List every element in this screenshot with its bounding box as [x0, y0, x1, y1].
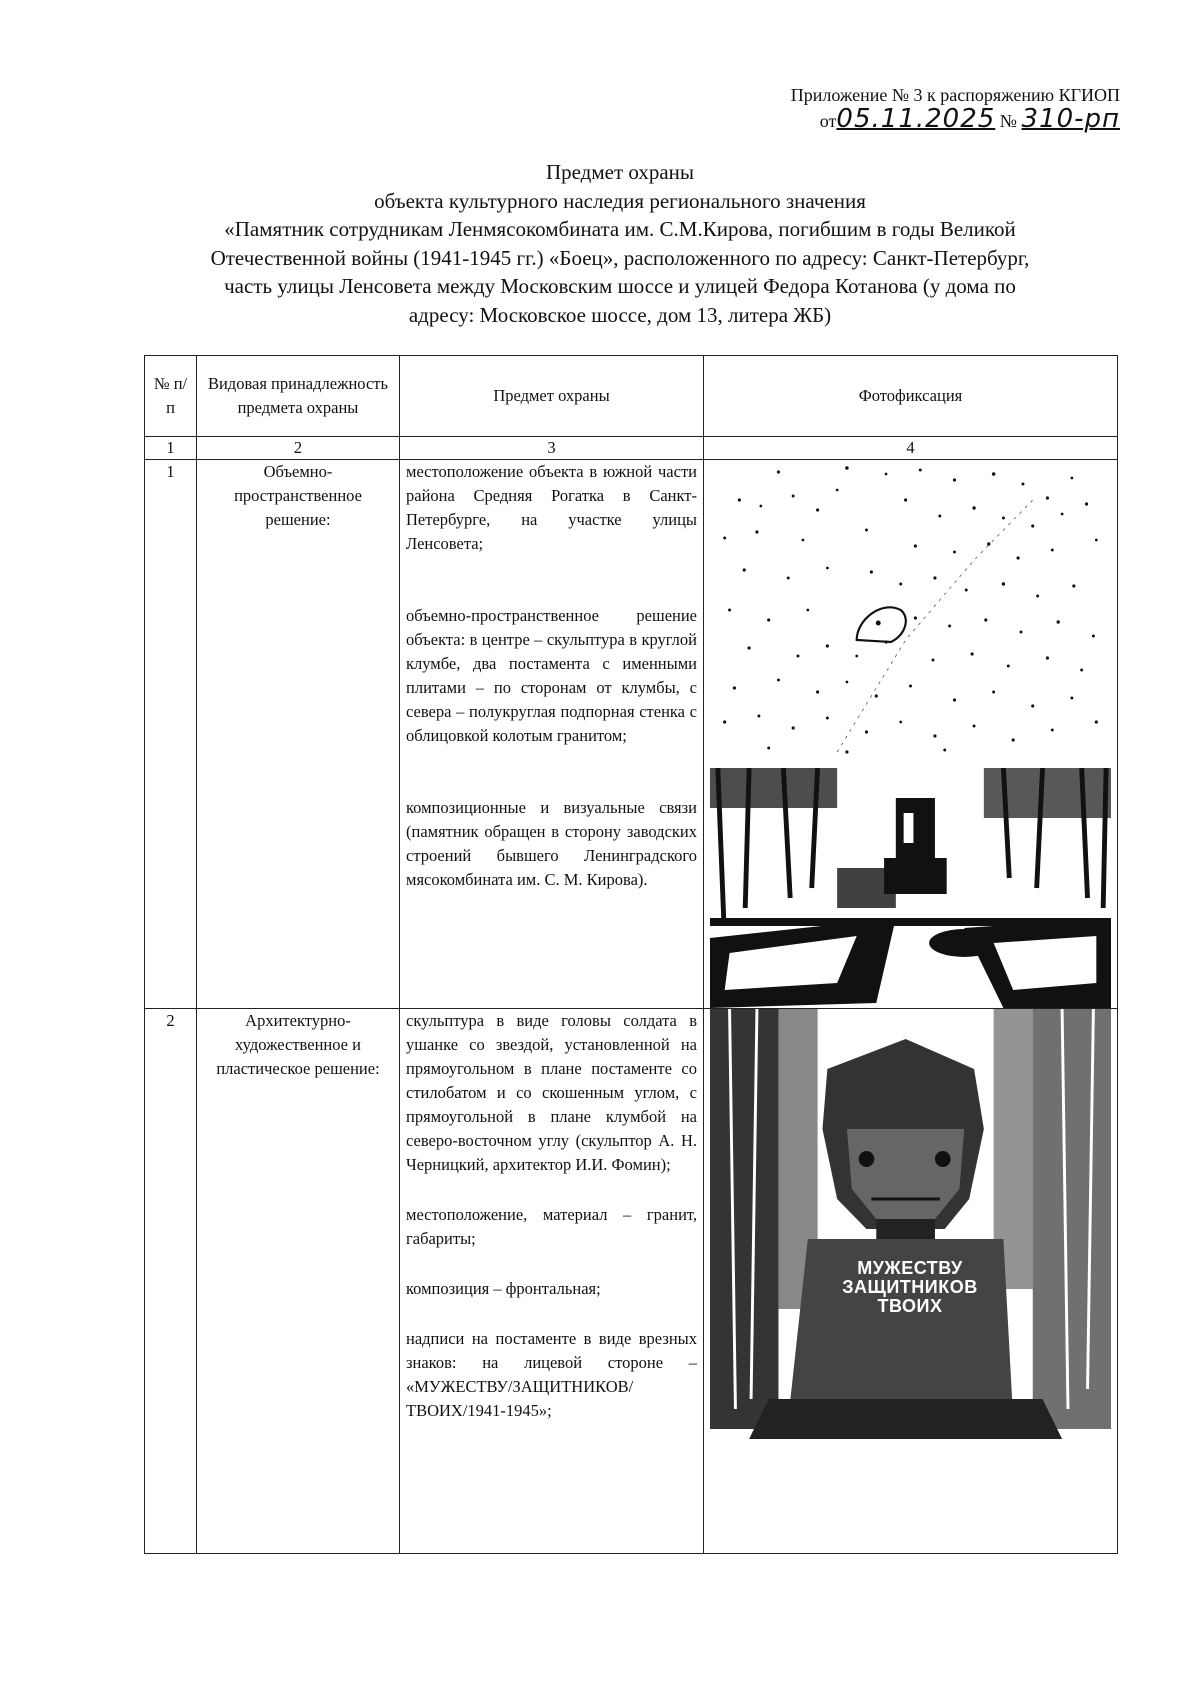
title-line-3: «Памятник сотрудникам Ленмясокомбината им. С.М.Кирова, погибшим в годы Великой — [224, 217, 1016, 241]
inscription-line: МУЖЕСТВУ — [857, 1258, 963, 1278]
inscription-line: ТВОИХ — [877, 1296, 943, 1316]
header-kind: Видовая принадлежность предмета охраны — [197, 356, 400, 437]
protection-subject-table — [144, 355, 1118, 1554]
row-photos — [704, 460, 1118, 1009]
subject-paragraph: надписи на постаменте в виде врезных знаков: на лицевой стороне – «МУЖЕСТВУ/ЗАЩИТНИКОВ/ ТВОИХ/1941-1945»; — [406, 1329, 697, 1420]
row-number: 1 — [145, 460, 197, 1009]
appendix-header — [791, 84, 1120, 132]
header-num: № п/п — [145, 356, 197, 437]
col-number: 2 — [197, 437, 400, 460]
subject-paragraph: местоположение, материал – гранит, габариты; — [406, 1205, 697, 1248]
monument-overview-photo — [710, 768, 1111, 1008]
column-number-row — [145, 437, 1118, 460]
row-subject — [400, 460, 704, 1009]
appendix-line: Приложение № 3 к распоряжению КГИОП — [790, 85, 1120, 105]
header-photo: Фотофиксация — [704, 356, 1118, 437]
table-row — [145, 1009, 1118, 1554]
pedestal-inscription — [810, 1259, 1010, 1316]
order-date-number — [791, 104, 1120, 134]
row-photos — [704, 1009, 1118, 1554]
col-number: 3 — [400, 437, 704, 460]
table-row — [145, 460, 1118, 1009]
title-line-2: объекта культурного наследия регионального значения — [374, 188, 866, 213]
subject-paragraph: местоположение объекта в южной части района Средняя Рогатка в Санкт-Петербурге, на участке улицы Ленсовета; — [406, 462, 697, 553]
row-kind: Архитектурно-художественное и пластическое решение: — [197, 1009, 400, 1554]
col-number: 4 — [704, 437, 1118, 460]
table-header-row — [145, 356, 1118, 437]
date-prefix: от — [819, 111, 837, 131]
title-line-5: часть улицы Ленсовета между Московским шоссе и улицей Федора Котанова (у дома по — [224, 274, 1016, 298]
title-line-6: адресу: Московское шоссе, дом 13, литера ЖБ) — [408, 302, 832, 327]
number-prefix: № — [999, 111, 1017, 131]
row-kind: Объемно-пространственное решение: — [197, 460, 400, 1009]
row-number: 2 — [145, 1009, 197, 1554]
title-line-1: Предмет охраны — [545, 160, 695, 184]
handwritten-number: 310-рп — [1021, 104, 1120, 134]
row-subject — [400, 1009, 704, 1554]
monument-head-photo — [710, 1009, 1111, 1449]
subject-paragraph: объемно-пространственное решение объекта: в центре – скульптура в круглой клумбе, два постамента с именными плитами – по сторонам от клумбы, с севера – полукруглая подпорная стенка с облицовкой колотым гранитом; — [406, 606, 697, 745]
header-subject: Предмет охраны — [400, 356, 704, 437]
document-title — [140, 158, 1100, 329]
subject-paragraph: скульптура в виде головы солдата в ушанке со звездой, установленной на прямоугольном в плане постаменте со стилобатом и со скошенным углом, с прямоугольной в плане клумбой на северо-восточном углу (скульптор А. Н. Черницкий, архитектор И.И. Фомин); — [406, 1011, 697, 1174]
handwritten-date: 05.11.2025 — [836, 104, 996, 134]
location-map-image — [710, 460, 1111, 760]
subject-paragraph: композиционные и визуальные связи (памятник обращен в сторону заводских строений бывшего Ленинградского мясокомбината им. С. М. Кирова). — [406, 798, 697, 889]
subject-paragraph: композиция – фронтальная; — [406, 1279, 601, 1298]
inscription-line: ЗАЩИТНИКОВ — [842, 1277, 978, 1297]
col-number: 1 — [145, 437, 197, 460]
title-line-4: Отечественной войны (1941-1945 гг.) «Боец», расположенного по адресу: Санкт-Петербург, — [210, 245, 1030, 270]
